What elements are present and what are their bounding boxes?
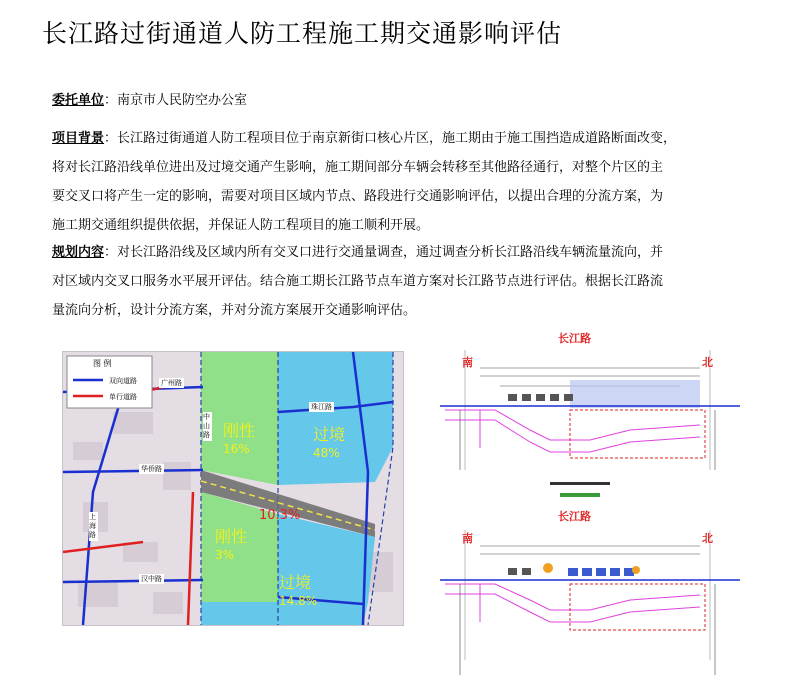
road-label: 上海路 xyxy=(89,513,96,539)
plan-line: ：对长江路沿线及区域内所有交叉口进行交通量调查，通过调查分析长江路沿线车辆流量流向，并 xyxy=(104,245,664,260)
zone-label: 过境 48% xyxy=(313,425,346,460)
background-paragraph xyxy=(52,124,752,240)
legend-title: 图 例 xyxy=(93,359,112,368)
client-label: 委托单位 xyxy=(52,93,105,108)
plan-line: 对区域内交叉口服务水平展开评估。结合施工期长江路节点车道方案对长江路节点进行评估。根据长江路流 xyxy=(52,274,664,289)
background-line: 要交叉口将产生一定的影响，需要对项目区域内节点、路段进行交通影响评估，以提出合理的分流方案，为 xyxy=(52,189,664,204)
client-paragraph xyxy=(52,86,752,115)
zone-label: 刚性 16% xyxy=(223,421,256,456)
zone-label: 过境 14.8% xyxy=(279,573,318,608)
zone-label: 刚性 3% xyxy=(215,527,248,562)
road-label: 汉中路 xyxy=(141,575,162,583)
plan-line: 量流向分析，设计分流方案，并对分流方案展开交通影响评估。 xyxy=(52,303,417,318)
plan-paragraph xyxy=(52,238,752,325)
road-cross-sections xyxy=(440,330,740,690)
legend-two-way: 双向道路 xyxy=(109,377,137,385)
zone-rigid-north xyxy=(201,352,278,485)
page-title: 长江路过街通道人防工程施工期交通影响评估 xyxy=(42,19,563,48)
north-label: 北 xyxy=(702,532,713,545)
road-label: 珠江路 xyxy=(311,403,332,411)
background-line: ：长江路过街通道人防工程项目位于南京新街口核心片区，施工期由于施工围挡造成道路断面改变， xyxy=(104,131,677,146)
center-value: 10.3% xyxy=(259,508,301,523)
north-label: 北 xyxy=(702,356,713,369)
zone-transit-north xyxy=(278,352,393,485)
background-line: 将对长江路沿线单位进出及过境交通产生影响，施工期间部分车辆会转移至其他路径通行，对整个片区的主 xyxy=(52,160,664,175)
background-line: 施工期交通组织提供依据，并保证人防工程项目的施工顺利开展。 xyxy=(52,218,430,233)
traffic-zone-map xyxy=(62,351,404,626)
road-label: 广州路 xyxy=(161,379,182,387)
plan-label: 规划内容 xyxy=(52,245,105,260)
section-title: 长江路 xyxy=(558,510,591,523)
legend-one-way: 单行道路 xyxy=(109,393,137,401)
south-label: 南 xyxy=(462,356,473,369)
south-label: 南 xyxy=(462,532,473,545)
road-label: 中山路 xyxy=(203,413,210,439)
client-text: ：南京市人民防空办公室 xyxy=(104,93,248,108)
background-label: 项目背景 xyxy=(52,131,105,146)
road-label: 华侨路 xyxy=(141,465,162,473)
section-title: 长江路 xyxy=(558,332,591,345)
